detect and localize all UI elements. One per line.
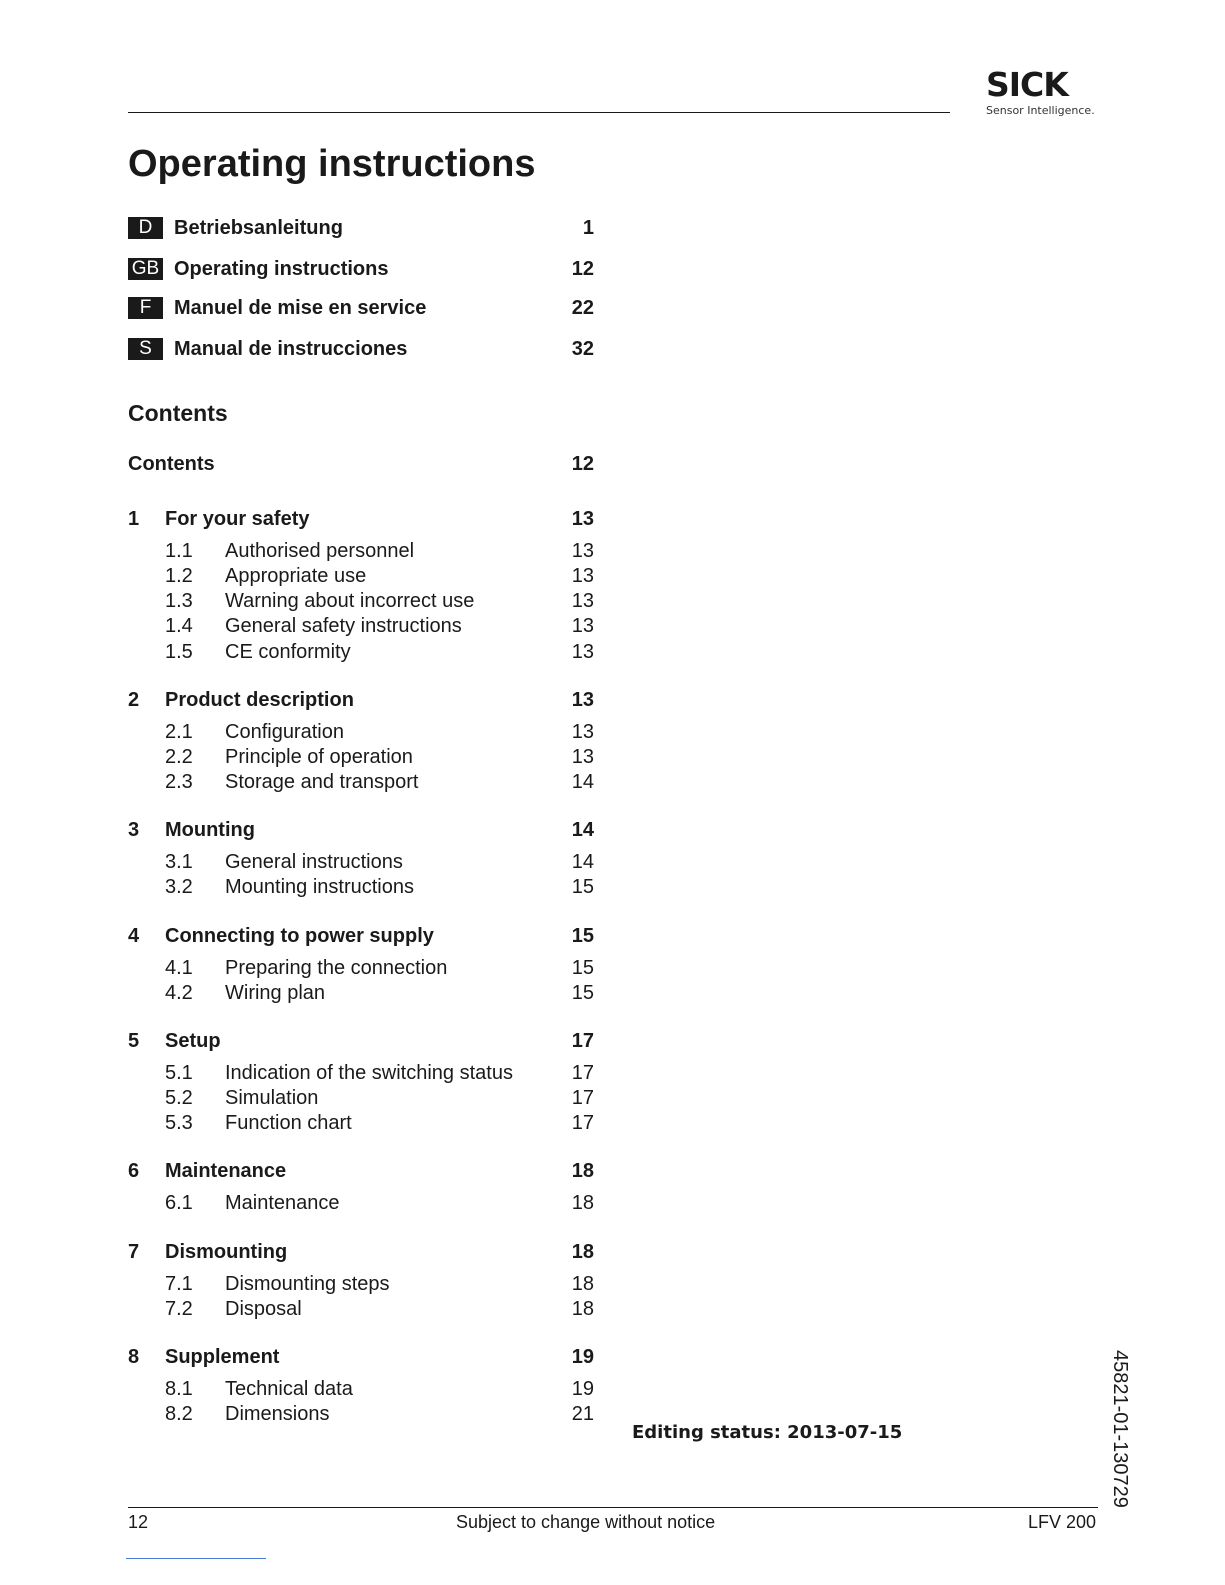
toc-section[interactable] [128, 818, 594, 842]
toc-section-number: 7 [128, 1240, 140, 1263]
toc-subsection[interactable] [128, 615, 594, 639]
toc-section-number: 6 [128, 1159, 140, 1182]
toc-section-number: 3 [128, 818, 140, 841]
footer-page-number: 12 [128, 1512, 149, 1532]
toc-label: Mounting instructions [225, 875, 414, 898]
toc-page-number: 13 [571, 640, 594, 663]
toc-subsection[interactable] [128, 640, 594, 664]
toc-page-number: 18 [571, 1191, 594, 1214]
toc-label: Storage and transport [225, 771, 419, 794]
editing-status: Editing status: 2013-07-15 [632, 1422, 903, 1443]
toc-section-number: 4 [128, 924, 140, 947]
toc-section[interactable] [128, 1159, 594, 1183]
language-entry[interactable] [128, 256, 594, 282]
language-label: Operating instructions [174, 257, 389, 280]
toc-subsection-number: 6.1 [165, 1191, 193, 1214]
toc-page-number: 12 [571, 452, 594, 475]
toc-page-number: 17 [571, 1061, 594, 1084]
document-number-text: 45821-01-130729 [1109, 1350, 1131, 1508]
toc-subsection[interactable] [128, 1402, 594, 1426]
toc-subsection-number: 1.2 [165, 564, 193, 587]
toc-page-number: 13 [571, 564, 594, 587]
toc-page-number: 17 [571, 1086, 594, 1109]
toc-page-number: 13 [571, 539, 594, 562]
language-badge: GB [128, 258, 163, 280]
toc-subsection-number: 3.2 [165, 875, 193, 898]
toc-label: Connecting to power supply [165, 924, 434, 947]
toc-entry-contents[interactable] [128, 452, 594, 476]
toc-subsection[interactable] [128, 590, 594, 614]
toc-subsection[interactable] [128, 1191, 594, 1215]
toc-section-number: 2 [128, 688, 140, 711]
toc-page-number: 15 [571, 875, 594, 898]
toc-page-number: 15 [571, 981, 594, 1004]
toc-subsection[interactable] [128, 1297, 594, 1321]
language-entry[interactable] [128, 336, 594, 362]
toc-subsection-number: 7.2 [165, 1297, 193, 1320]
language-entry[interactable] [128, 215, 594, 241]
toc-subsection[interactable] [128, 720, 594, 744]
toc-page-number: 18 [571, 1272, 594, 1295]
toc-label: Preparing the connection [225, 956, 448, 979]
toc-section[interactable] [128, 688, 594, 712]
toc-subsection-number: 5.2 [165, 1086, 193, 1109]
toc-subsection-number: 3.1 [165, 850, 193, 873]
toc-subsection-number: 4.2 [165, 981, 193, 1004]
toc-subsection-number: 4.1 [165, 956, 193, 979]
contents-heading: Contents [128, 400, 228, 426]
language-entry[interactable] [128, 295, 594, 321]
language-page-number: 22 [571, 296, 594, 319]
toc-subsection[interactable] [128, 1061, 594, 1085]
toc-subsection[interactable] [128, 1112, 594, 1136]
toc-section-number: 1 [128, 507, 140, 530]
toc-label: Principle of operation [225, 745, 413, 768]
footer-notice: Subject to change without notice [456, 1512, 716, 1532]
page-title: Operating instructions [128, 143, 536, 185]
toc-label: Mounting [165, 818, 255, 841]
toc-label: Authorised personnel [225, 539, 415, 562]
toc-section[interactable] [128, 1029, 594, 1053]
language-badge: D [128, 217, 163, 239]
toc-label: Warning about incorrect use [225, 590, 475, 613]
toc-section-number: 8 [128, 1345, 140, 1368]
toc-label: Configuration [225, 720, 344, 743]
toc-label: Function chart [225, 1112, 352, 1135]
toc-subsection-number: 1.4 [165, 615, 193, 638]
toc-page-number: 14 [571, 771, 594, 794]
toc-label: For your safety [165, 507, 310, 530]
toc-page-number: 13 [571, 507, 594, 530]
toc-label: CE conformity [225, 640, 351, 663]
language-badge: F [128, 297, 163, 319]
toc-subsection-number: 1.5 [165, 640, 193, 663]
toc-subsection-number: 2.1 [165, 720, 193, 743]
toc-label: Technical data [225, 1377, 353, 1400]
toc-label: Dismounting steps [225, 1272, 390, 1295]
toc-label: Wiring plan [225, 981, 326, 1004]
toc-label: Setup [165, 1029, 221, 1052]
toc-subsection-number: 5.1 [165, 1061, 193, 1084]
footer-rule [128, 1507, 1098, 1508]
toc-page-number: 18 [571, 1159, 594, 1182]
toc-label: Indication of the switching status [225, 1061, 513, 1084]
language-label: Manuel de mise en service [174, 296, 427, 319]
toc-label: Product description [165, 688, 354, 711]
language-label: Manual de instrucciones [174, 337, 408, 360]
toc-page-number: 18 [571, 1297, 594, 1320]
toc-subsection[interactable] [128, 539, 594, 563]
language-label: Betriebsanleitung [174, 216, 343, 239]
toc-page-number: 21 [571, 1402, 594, 1425]
toc-page-number: 13 [571, 590, 594, 613]
toc-subsection[interactable] [128, 745, 594, 769]
toc-page-number: 15 [571, 924, 594, 947]
logo-tagline: Sensor Intelligence. [986, 104, 1095, 117]
toc-label: General safety instructions [225, 615, 462, 638]
toc-subsection-number: 8.2 [165, 1402, 193, 1425]
toc-section[interactable] [128, 924, 594, 948]
toc-page-number: 19 [571, 1345, 594, 1368]
toc-page-number: 13 [571, 720, 594, 743]
toc-subsection-number: 2.2 [165, 745, 193, 768]
toc-subsection[interactable] [128, 564, 594, 588]
toc-page-number: 13 [571, 688, 594, 711]
language-badge: S [128, 338, 163, 360]
toc-subsection[interactable] [128, 1377, 594, 1401]
language-page-number: 1 [582, 216, 594, 239]
link-underline [126, 1558, 266, 1559]
toc-label: Maintenance [165, 1159, 287, 1182]
toc-label: Supplement [165, 1345, 280, 1368]
toc-section[interactable] [128, 1345, 594, 1369]
footer-product: LFV 200 [1028, 1512, 1097, 1532]
toc-subsection-number: 2.3 [165, 771, 193, 794]
toc-page-number: 17 [571, 1029, 594, 1052]
language-page-number: 12 [571, 257, 594, 280]
toc-subsection[interactable] [128, 771, 594, 795]
toc-page-number: 19 [571, 1377, 594, 1400]
toc-subsection[interactable] [128, 850, 594, 874]
toc-page-number: 18 [571, 1240, 594, 1263]
language-page-number: 32 [571, 337, 594, 360]
toc-section[interactable] [128, 507, 594, 531]
toc-label: Dismounting [165, 1240, 288, 1263]
toc-label: General instructions [225, 850, 403, 873]
toc-label: Contents [128, 452, 215, 475]
toc-label: Simulation [225, 1086, 319, 1109]
toc-subsection[interactable] [128, 1272, 594, 1296]
toc-label: Appropriate use [225, 564, 367, 587]
toc-page-number: 13 [571, 745, 594, 768]
toc-page-number: 14 [571, 850, 594, 873]
toc-subsection-number: 8.1 [165, 1377, 193, 1400]
document-number [1094, 1350, 1134, 1510]
toc-label: Maintenance [225, 1191, 340, 1214]
toc-page-number: 14 [571, 818, 594, 841]
toc-section[interactable] [128, 1240, 594, 1264]
logo-wordmark: SICK [986, 65, 1068, 104]
toc-label: Dimensions [225, 1402, 330, 1425]
toc-subsection[interactable] [128, 875, 594, 899]
toc-subsection-number: 1.3 [165, 590, 193, 613]
toc-subsection[interactable] [128, 956, 594, 980]
toc-subsection[interactable] [128, 981, 594, 1005]
toc-subsection-number: 7.1 [165, 1272, 193, 1295]
toc-label: Disposal [225, 1297, 302, 1320]
sick-logo [986, 65, 1106, 118]
toc-section-number: 5 [128, 1029, 140, 1052]
toc-subsection-number: 1.1 [165, 539, 193, 562]
toc-subsection-number: 5.3 [165, 1112, 193, 1135]
toc-subsection[interactable] [128, 1086, 594, 1110]
toc-page-number: 15 [571, 956, 594, 979]
toc-page-number: 13 [571, 615, 594, 638]
header-rule [128, 112, 950, 113]
toc-page-number: 17 [571, 1112, 594, 1135]
